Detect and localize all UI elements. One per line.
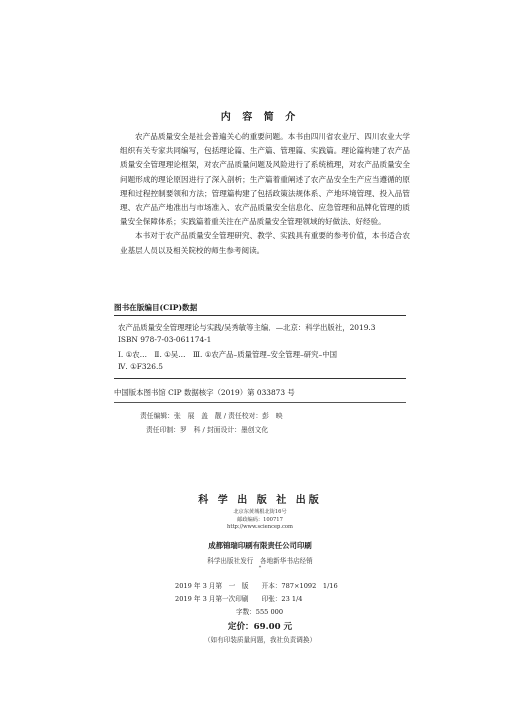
editors-divider bbox=[114, 402, 406, 403]
intro-body bbox=[120, 130, 410, 258]
intro-title: 内 容 简 介 bbox=[220, 112, 300, 123]
spec-printing: 2019 年 3 月第一次印刷 印张：23 1/4 bbox=[175, 595, 303, 603]
editors-line-2: 责任印制：罗 科 / 封面设计：墨创文化 bbox=[146, 426, 269, 434]
cip-line-isbn: ISBN 978-7-03-061174-1 bbox=[118, 335, 212, 344]
spec-word-count: 字数：555 000 bbox=[236, 608, 284, 616]
publisher-postcode: 邮政编码：100717 bbox=[237, 517, 283, 523]
intro-paragraph-2: 本书对于农产品质量安全管理研究、教学、实践具有重要的参考价值，本书适合农业基层人员以及相关院校的师生参考阅读。 bbox=[120, 231, 410, 255]
publisher-address: 北京东黄城根北街16号 bbox=[233, 509, 287, 515]
cip-heading: 图书在版编目(CIP)数据 bbox=[114, 303, 198, 312]
spec-edition: 2019 年 3 月第 一 版 开本：787×1092 1/16 bbox=[175, 582, 338, 590]
publisher-website: http://www.sciencep.com bbox=[227, 524, 293, 530]
editors-line-1: 责任编辑：张 展 盖 靓 / 责任校对：彭 映 bbox=[140, 412, 283, 420]
quality-note: （如有印装质量问题，我社负责调换） bbox=[203, 636, 317, 644]
cip-divider-bottom bbox=[114, 378, 406, 379]
distributor: 科学出版社发行 各地新华书店经销 bbox=[207, 557, 313, 565]
publisher-name: 科 学 出 版 社 出版 bbox=[198, 495, 322, 506]
cip-data-number: 中国版本图书馆 CIP 数据核字（2019）第 033873 号 bbox=[114, 388, 295, 397]
printer-name: 成都锦瑞印刷有限责任公司印刷 bbox=[208, 541, 312, 550]
price: 定价：69.00 元 bbox=[227, 622, 293, 632]
cip-line-subjects: Ⅰ. ①农… Ⅱ. ①吴… Ⅲ. ①农产品–质量管理–安全管理–研究–中国 bbox=[118, 350, 338, 359]
separator-star: * bbox=[258, 565, 262, 571]
cip-divider-top bbox=[114, 315, 406, 316]
intro-paragraph-1: 农产品质量安全是社会普遍关心的重要问题。本书由四川省农业厅、四川农业大学组织有关专家共同编写，包括理论篇、生产篇、管理篇、实践篇。理论篇构建了农产品质量安全管理理论框架，对农产品质量问题及风险进行了系统梳理，对农产品质量安全问题形成的理论原因进行了深入剖析；生产篇着重阐述了农产品安全生产应当遵循的原理和过程控制要领和方法；管理篇构建了包括政策法规体系、产地环境管理、投入品管理、农产品产地准出与市场准入、农产品质量安全信息化、应急管理和品牌化管理的质量安全保障体系；实践篇着重关注在产品质量安全管理领域的好做法、好经验。 bbox=[120, 132, 410, 227]
cip-line-title: 农产品质量安全管理理论与实践/吴秀敏等主编．—北京：科学出版社，2019.3 bbox=[118, 323, 376, 332]
cip-line-classification: Ⅳ. ①F326.5 bbox=[118, 362, 163, 371]
